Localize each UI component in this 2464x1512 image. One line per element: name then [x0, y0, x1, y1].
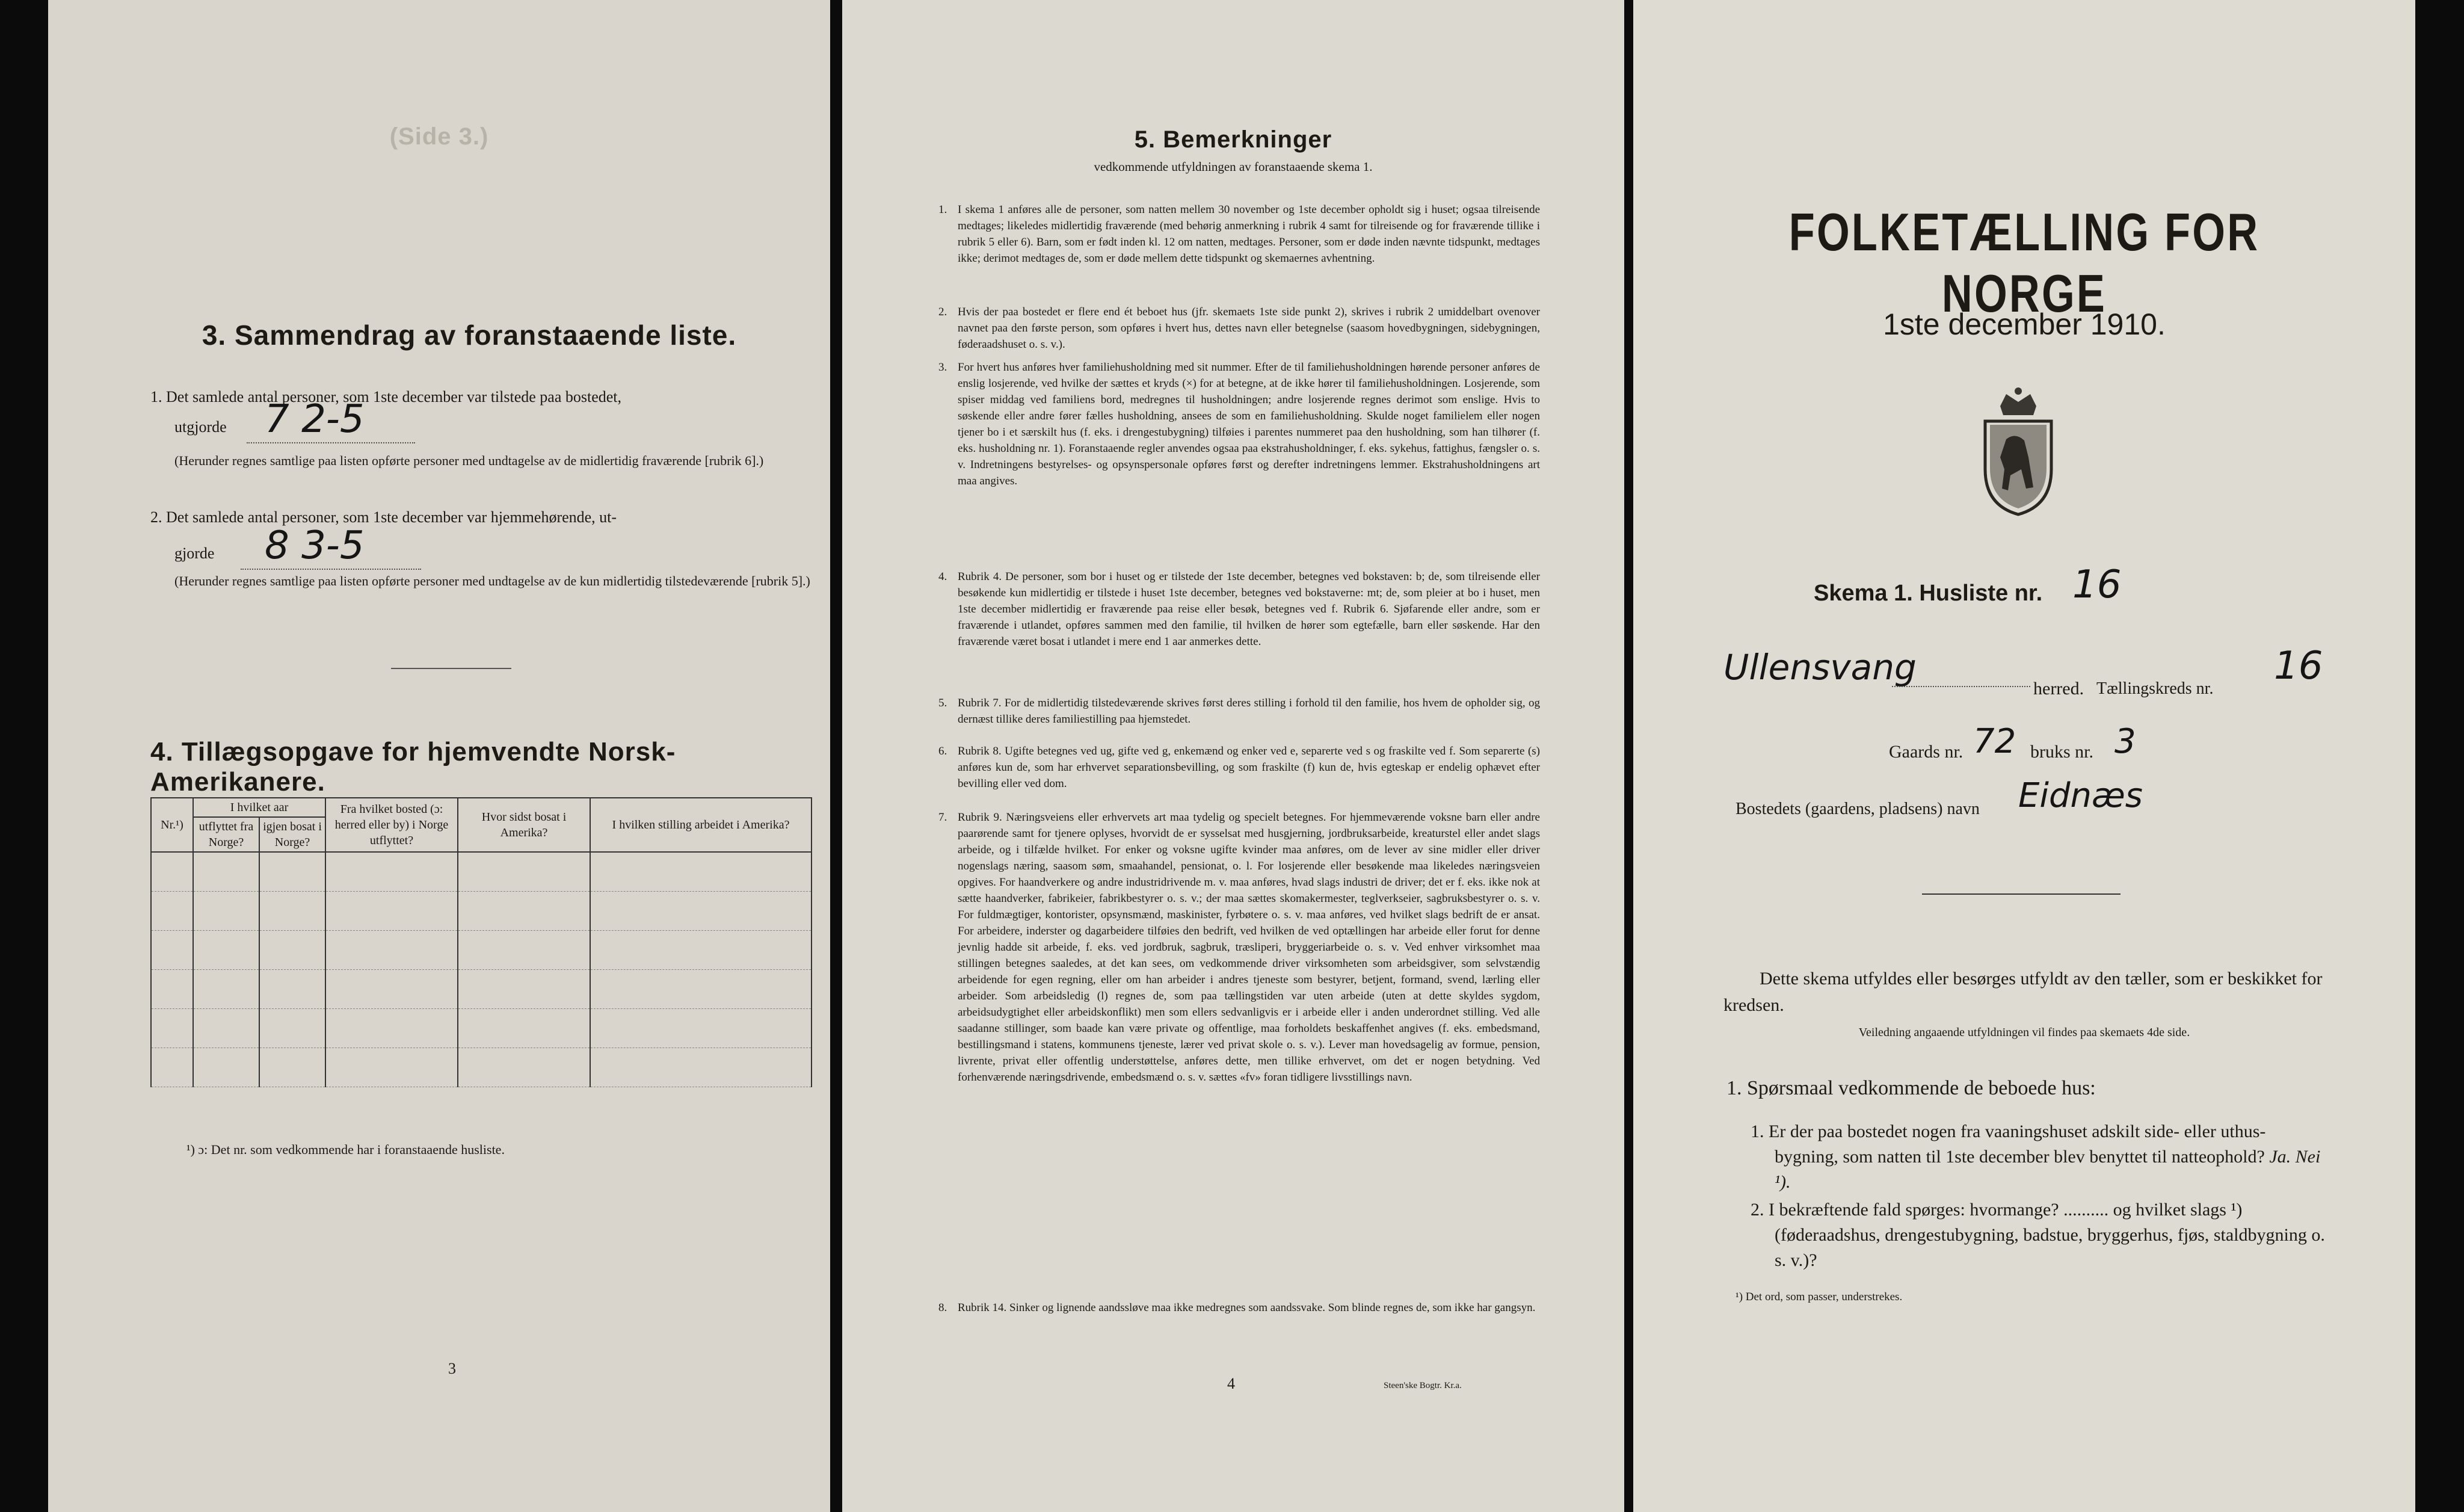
krets-handwritten: 16 — [2274, 644, 2323, 688]
question-2-prefix: gjorde — [174, 545, 215, 562]
remark-text: I skema 1 anføres alle de personer, som natten mellem 30 november og 1ste december opholdt sig i huset; ogsaa tilreisende medtages; likeledes midlertidig fraværende (med behørig anmerkning i rubrik 4 samt for tilreisende og for fraværende tillike i rubrik 5 eller 6). Barn, som er født inden kl. 12 om natten, medtages. Personer, som er døde inden nævnte tidspunkt, medtages ikke; derimot medtages de, som er døde mellem dette tidspunkt og skemaernes avhentning. — [958, 203, 1540, 265]
question-1-prefix: utgjorde — [174, 418, 227, 436]
question-1-text: 1. Er der paa bostedet nogen fra vaaningshuset adskilt side- eller uthus-bygning, som natten til 1ste december blev benyttet til natteophold? — [1751, 1122, 2266, 1167]
census-date: 1ste december 1910. — [1883, 307, 2166, 341]
footnote: ¹) Det ord, som passer, understrekes. — [1736, 1291, 1903, 1303]
bosted-label: Bostedets (gaardens, pladsens) navn — [1736, 800, 1980, 818]
question-2-line: 2. Det samlede antal personer, som 1ste december var hjemmehørende, ut- — [150, 508, 617, 526]
printer-mark: Steen'ske Bogtr. Kr.a. — [1384, 1381, 1462, 1390]
question-2: 2. I bekræftende fald spørges: hvormange? .......... og hvilket slags ¹) (føderaadshus, drengestubygning, badstue, bryggerhus, fjøs, staldbygning o. s. v.)? — [1751, 1200, 2325, 1270]
page-number: 3 — [448, 1360, 456, 1377]
remark-number: 4. — [938, 570, 947, 583]
table-row — [151, 892, 812, 931]
remark-item — [938, 359, 1540, 489]
question-1 — [1751, 1119, 2328, 1195]
herred-label: herred. — [2033, 679, 2084, 699]
middle-page — [842, 0, 1624, 1512]
norsk-amerikanere-table — [150, 797, 812, 1087]
remark-item — [938, 569, 1540, 650]
left-page — [48, 0, 830, 1512]
section-3-title: 3. Sammendrag av foranstaaende liste. — [202, 319, 737, 351]
answer-line — [241, 569, 421, 570]
col-header-nr: Nr.¹) — [151, 798, 193, 852]
question-1-line: 1. Det samlede antal personer, som 1ste december var tilstede paa bostedet, — [150, 388, 622, 406]
section-4-title: 4. Tillægsopgave for hjemvendte Norsk-Amerikanere. — [150, 737, 676, 797]
herred-handwritten: Ullensvang — [1723, 647, 1917, 688]
question-1-handwritten: 7 2-5 — [265, 397, 365, 442]
faint-header: (Side 3.) — [389, 123, 489, 150]
col-header-aar: I hvilket aar — [193, 798, 325, 817]
divider — [1922, 893, 2121, 895]
remark-item — [938, 202, 1540, 267]
question-1-note: (Herunder regnes samtlige paa listen opførte personer med undtagelse av de midlertidig fraværende [rubrik 6].) — [174, 453, 764, 468]
remarks-title: 5. Bemerkninger — [1134, 126, 1332, 153]
col-header-stilling: I hvilken stilling arbeidet i Amerika? — [590, 798, 812, 852]
bruks-label: bruks nr. — [2030, 742, 2093, 762]
remark-item — [938, 695, 1540, 727]
remark-number: 5. — [938, 697, 947, 709]
husliste-nr-handwritten: 16 — [2072, 563, 2122, 607]
col-header-bosted: Fra hvilket bosted (ɔ: herred eller by) i Norge utflyttet? — [325, 798, 458, 852]
right-page — [1633, 0, 2415, 1512]
section-1-title: 1. Spørsmaal vedkommende de beboede hus: — [1726, 1077, 2096, 1099]
remark-text: Rubrik 4. De personer, som bor i huset og er tilstede der 1ste december, betegnes ved bokstaven: b; de, som tilreisende eller besøkende kun midlertidig er tilstede i huset 1ste december, betegnes ved bokstaverne: mt; de, som pleier at bo i huset, men 1ste december midlertidig er fraværende paa reise eller besøk, betegnes ved f. Rubrik 6. Sjøfarende eller andre, som er fraværende i utlandet, opføres sammen med den familie, til hvilken de hører som egtefælle, barn eller søskende. Har den fraværende været bosat i utlandet i mere end 1 aar anmerkes dette. — [958, 570, 1540, 648]
remark-number: 3. — [938, 361, 947, 374]
remark-number: 1. — [938, 203, 947, 216]
question-2-note: (Herunder regnes samtlige paa listen opførte personer med undtagelse av de kun midlertidig tilstedeværende [rubrik 5].) — [174, 573, 810, 588]
remark-number: 7. — [938, 811, 947, 824]
question-2-handwritten: 8 3-5 — [265, 523, 365, 568]
page-number: 4 — [1227, 1375, 1235, 1392]
bosted-handwritten: Eidnæs — [2018, 776, 2143, 815]
census-title: FOLKETÆLLING FOR NORGE — [1788, 202, 2260, 323]
remark-number: 8. — [938, 1301, 947, 1314]
table-row — [151, 1009, 812, 1048]
remark-text: Rubrik 9. Næringsveiens eller erhvervets art maa tydelig og specielt betegnes. For hjemmeværende voksne barn eller andre paarørende samt for tjenere oplyses, hvorvidt de er sysselsat med husgjerning, jordbruksarbeide, kreaturstel eller andet slags arbeide, og i tilfælde hvilket. For enker og voksne ugifte kvinder maa anføres, om de lever av sine midler eller driver nogenslags næring, saasom søm, smaahandel, pensionat, o. l. For losjerende eller besøkende maa likeledes næringsveien opgives. For haandverkere og andre industridrivende m. v. maa anføres, hvad slags industri de driver; det er f. eks. ikke nok at sætte haandverker, fabrikeier, fabrikbestyrer o. s. v.; der maa sættes skomakermester, teglverkseier, sagbruksbestyrer o. s. v. For fuldmægtiger, kontorister, opsynsmænd, maskinister, fyrbøtere o. s. v. maa anføres, ved hvilket slags bedrift de er ansat. For arbeidere, inderster og dagarbeidere tilføies den bedrift, ved hvilken de ved optællingen har arbeide eller forut for denne jevnlig hadde sit arbeide, f. eks. ved jordbruk, sagbruk, træsliperi, bryggeriarbeide o. s. v. Ved enhver virksomhet maa stillingen betegnes saaledes, at det kan sees, om vedkommende driver virksomheten som arbeidsgiver, som selvstændig arbeidende for egen regning, eller om han arbeider i andres tjeneste som bestyrer, betjent, formand, svend, lærling eller arbeider. Som arbeidsledig (l) regnes de, som paa tællingstiden var uten arbeide (uten at dette skyldes sygdom, arbeidsudygtighet eller arbeidskonflikt) men som ellers sedvanligvis er i arbeide eller i anden underordnet stilling. Ved alle saadanne stillinger, som baade kan være private og offentlige, maa forholdets beskaffenhet angives (f. eks. embedsmand, bestillingsmand i statens, kommunens tjeneste, lærer ved privat skole o. s. v.). Lever man hovedsagelig av formue, pension, livrente, privat eller offentlig understøttelse, anføres dette, men tillike erhvervet, om det er nogen betydning. Ved forhenværende næringsdrivende, embedsmænd o. s. v. sættes «fv» foran tidligere livsstillings navn. — [958, 811, 1540, 1084]
gaards-handwritten: 72 — [1973, 722, 2016, 761]
remark-item — [938, 1300, 1540, 1316]
table-footnote: ¹) ɔ: Det nr. som vedkommende har i foranstaaende husliste. — [186, 1142, 505, 1157]
krets-label: Tællingskreds nr. — [2096, 679, 2214, 698]
answer-line — [247, 442, 415, 443]
norway-coat-of-arms-icon — [1973, 385, 2063, 517]
table-row — [151, 970, 812, 1009]
table-row — [151, 852, 812, 892]
remark-text: Rubrik 14. Sinker og lignende aandssløve maa ikke medregnes som aandssvake. Som blinde regnes de, som ikke har gangsyn. — [958, 1301, 1536, 1314]
schema-label: Skema 1. Husliste nr. — [1814, 581, 2043, 606]
col-header-utflyttet: utflyttet fra Norge? — [193, 817, 259, 852]
remark-item — [938, 304, 1540, 353]
intro-text: Dette skema utfyldes eller besørges utfyldt av den tæller, som er beskikket for kredsen. — [1723, 969, 2323, 1015]
intro-small: Veiledning angaaende utfyldningen vil findes paa skemaets 4de side. — [1858, 1026, 2190, 1039]
remark-number: 2. — [938, 306, 947, 318]
col-header-igjen-bosat: igjen bosat i Norge? — [259, 817, 325, 852]
remark-number: 6. — [938, 745, 947, 758]
divider — [391, 668, 511, 669]
remark-text: Hvis der paa bostedet er flere end ét beboet hus (jfr. skemaets 1ste side punkt 2), skrives i rubrik 2 umiddelbart ovenover navnet paa den første person, som opføres i hvert hus, dettes navn eller betegnelse (saasom hovedbygningen, sidebygningen, føderaadshuset o. s. v.). — [958, 306, 1540, 351]
remark-text: Rubrik 7. For de midlertidig tilstedeværende skrives først deres stilling i forhold til den familie, hos hvem de opholder sig, og dernæst tillike deres familiestilling paa hjemstedet. — [958, 697, 1540, 726]
answer-line — [1892, 686, 2030, 687]
question-1-answer: Ja. Nei ¹). — [1775, 1147, 2321, 1192]
col-header-amerika: Hvor sidst bosat i Amerika? — [458, 798, 590, 852]
remark-item — [938, 743, 1540, 792]
gaards-label: Gaards nr. — [1889, 742, 1964, 762]
bruks-handwritten: 3 — [2114, 722, 2136, 761]
table-row — [151, 931, 812, 970]
remark-item — [938, 809, 1540, 1085]
remarks-subtitle: vedkommende utfyldningen av foranstaaende skema 1. — [1094, 159, 1373, 174]
table-row — [151, 1048, 812, 1087]
remark-text: For hvert hus anføres hver familiehusholdning med sit nummer. Efter de til familiehusholdningen hørende personer anføres de enslig losjerende, ved hvilke der sættes et kryds (×) for at betegne, at de ikke hører til familiehusholdningen. Losjerende, som spiser middag ved familiens bord, medregnes til husholdningen; andre losjerende regnes derimot som enslige. Hvis to søskende eller andre fører fælles husholdning, ansees de som en familiehusholdning. Skulde noget familielem eller nogen tjener bo i et særskilt hus (f. eks. i drengestubygning) tilføies i parentes nummeret paa den husholdning, som han tilhører (f. eks. husholdning nr. 1). Foranstaaende regler anvendes ogsaa paa ekstrahusholdninger, f. eks. sykehus, fattighus, fængsler o. s. v. Indretningens bestyrelses- og opsynspersonale opføres først og derefter indretningens lemmer. Ekstrahusholdningens art maa angives. — [958, 361, 1540, 487]
remark-text: Rubrik 8. Ugifte betegnes ved ug, gifte ved g, enkemænd og enker ved e, separerte ved s og fraskilte ved f. Som separerte (s) anføres kun de, som har erhvervet separationsbevilling, og som fraskilte (f) kun de, hvis egteskap er endelig ophævet efter bevilling eller ved dom. — [958, 745, 1540, 790]
